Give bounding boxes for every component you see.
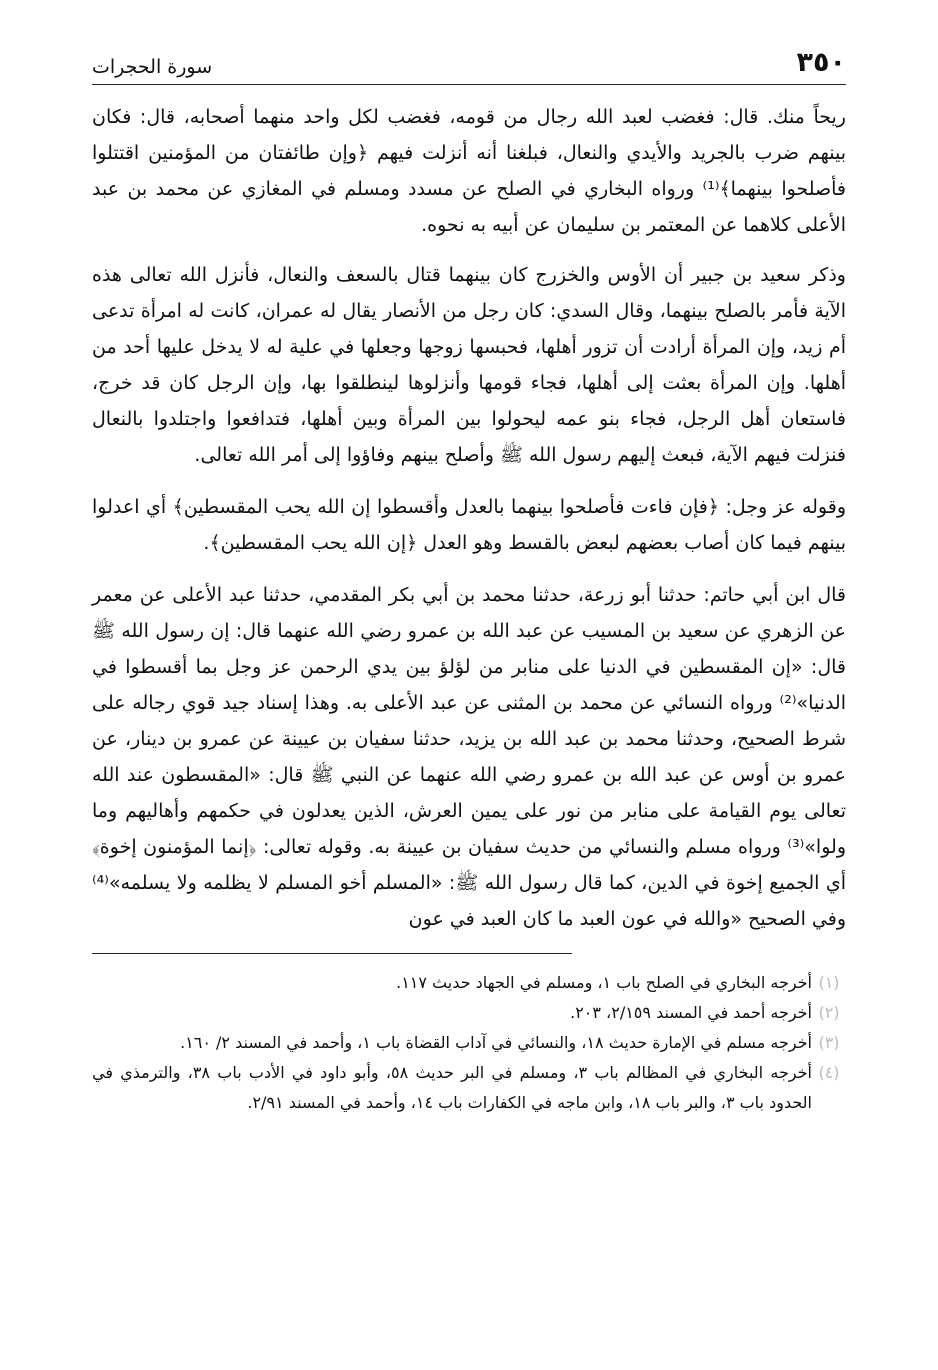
paragraph: قال ابن أبي حاتم: حدثنا أبو زرعة، حدثنا محمد بن أبي بكر المقدمي، حدثنا عبد الأعلى عن معمر عن الزهري عن سعيد بن المسيب عن عبد الله بن عمرو رضي الله عنهما قال: إن رسول الله ﷺ قال: «إن المقسطين في الدنيا على منابر من لؤلؤ بين يدي الرحمن عز وجل بما أقسطوا في الدنيا»⁽²⁾ ورواه النسائي عن محمد بن المثنى عن عبد الأعلى به. وهذا إسناد جيد قوي رجاله على شرط الصحيح، وحدثنا محمد بن عبد الله بن يزيد، حدثنا سفيان بن عيينة عن عمرو بن دينار، عن عمرو بن أوس عن عبد الله بن عمرو رضي الله عنهما عن النبي ﷺ قال: «المقسطون عند الله تعالى يوم القيامة على منابر من نور على يمين العرش، الذين يعدلون في حكمهم وأهاليهم وما ولوا»⁽³⁾ ورواه مسلم والنسائي من حديث سفيان بن عيينة به. وقوله تعالى: ﴿إنما المؤمنون إخوة﴾ أي الجميع إخوة في الدين، كما قال رسول الله ﷺ: «المسلم أخو المسلم لا يظلمه ولا يسلمه»⁽⁴⁾ وفي الصحيح «والله في عون العبد ما كان العبد في عون — [92, 584, 846, 930]
footnote-text: أخرجه مسلم في الإمارة حديث ١٨، والنسائي في آداب القضاة باب ١، وأحمد في المسند ٢/ ١٦٠. — [180, 1033, 812, 1052]
footnote — [92, 968, 846, 998]
paragraph: وذكر سعيد بن جبير أن الأوس والخزرج كان بينهما قتال بالسعف والنعال، فأنزل الله تعالى هذه الآية فأمر بالصلح بينهما، وقال السدي: كان رجل من الأنصار يقال له عمران، كانت له امرأة تدعى أم زيد، وإن المرأة أرادت أن تزور أهلها، فحبسها زوجها وجعلها في علية له لا يدخل عليها أحد من أهلها. وإن المرأة بعثت إلى أهلها، فجاء قومها وأنزلوها لينطلقوا بها، وإن الرجل كان قد خرج، فاستعان أهل الرجل، فجاء بنو عمه ليحولوا بين المرأة وبين أهلها، فتدافعوا واجتلدوا بالنعال فنزلت فيهم الآية، فبعث إليهم رسول الله ﷺ وأصلح بينهم وفاؤوا إلى أمر الله تعالى. — [92, 264, 846, 466]
footnote-text: أخرجه أحمد في المسند ٢/١٥٩، ٢٠٣. — [570, 1003, 812, 1022]
footnotes — [92, 968, 846, 1118]
footnote — [92, 1028, 846, 1058]
footnote-number: (٤) — [818, 1063, 840, 1082]
footnote-text: أخرجه البخاري في الصلح باب ١، ومسلم في الجهاد حديث ١١٧. — [396, 973, 812, 992]
running-title: سورة الحجرات — [92, 56, 213, 78]
footnote-text: أخرجه البخاري في المظالم باب ٣، ومسلم في البر حديث ٥٨، وأبو داود في الأدب باب ٣٨، والترمذي في الحدود باب ٣، والبر باب ١٨، وابن ماجه في الكفارات باب ١٤، وأحمد في المسند ٢/٩١. — [92, 1063, 812, 1112]
footnote-divider — [92, 953, 572, 954]
page-header — [92, 38, 846, 85]
footnote-number: (١) — [818, 973, 840, 992]
page-number: ٣٥٠ — [796, 47, 846, 78]
paragraph: وقوله عز وجل: ﴿فإن فاءت فأصلحوا بينهما بالعدل وأقسطوا إن الله يحب المقسطين﴾ أي اعدلوا بينهم فيما كان أصاب بعضهم لبعض بالقسط وهو العدل ﴿إن الله يحب المقسطين﴾. — [92, 496, 846, 554]
footnote — [92, 998, 846, 1028]
paragraph: ريحاً منك. قال: فغضب لعبد الله رجال من قومه، فغضب لكل واحد منهما أصحابه، قال: فكان بينهم ضرب بالجريد والأيدي والنعال، فبلغنا أنه أنزلت فيهم ﴿وإن طائفتان من المؤمنين اقتتلوا فأصلحوا بينهما﴾⁽¹⁾ ورواه البخاري في الصلح عن مسدد ومسلم في المغازي عن محمد بن عبد الأعلى كلاهما عن المعتمر بن سليمان عن أبيه به نحوه. — [92, 106, 846, 236]
main-text — [92, 99, 846, 937]
footnote-number: (٢) — [818, 1003, 840, 1022]
footnote — [92, 1058, 846, 1118]
footnote-number: (٣) — [818, 1033, 840, 1052]
